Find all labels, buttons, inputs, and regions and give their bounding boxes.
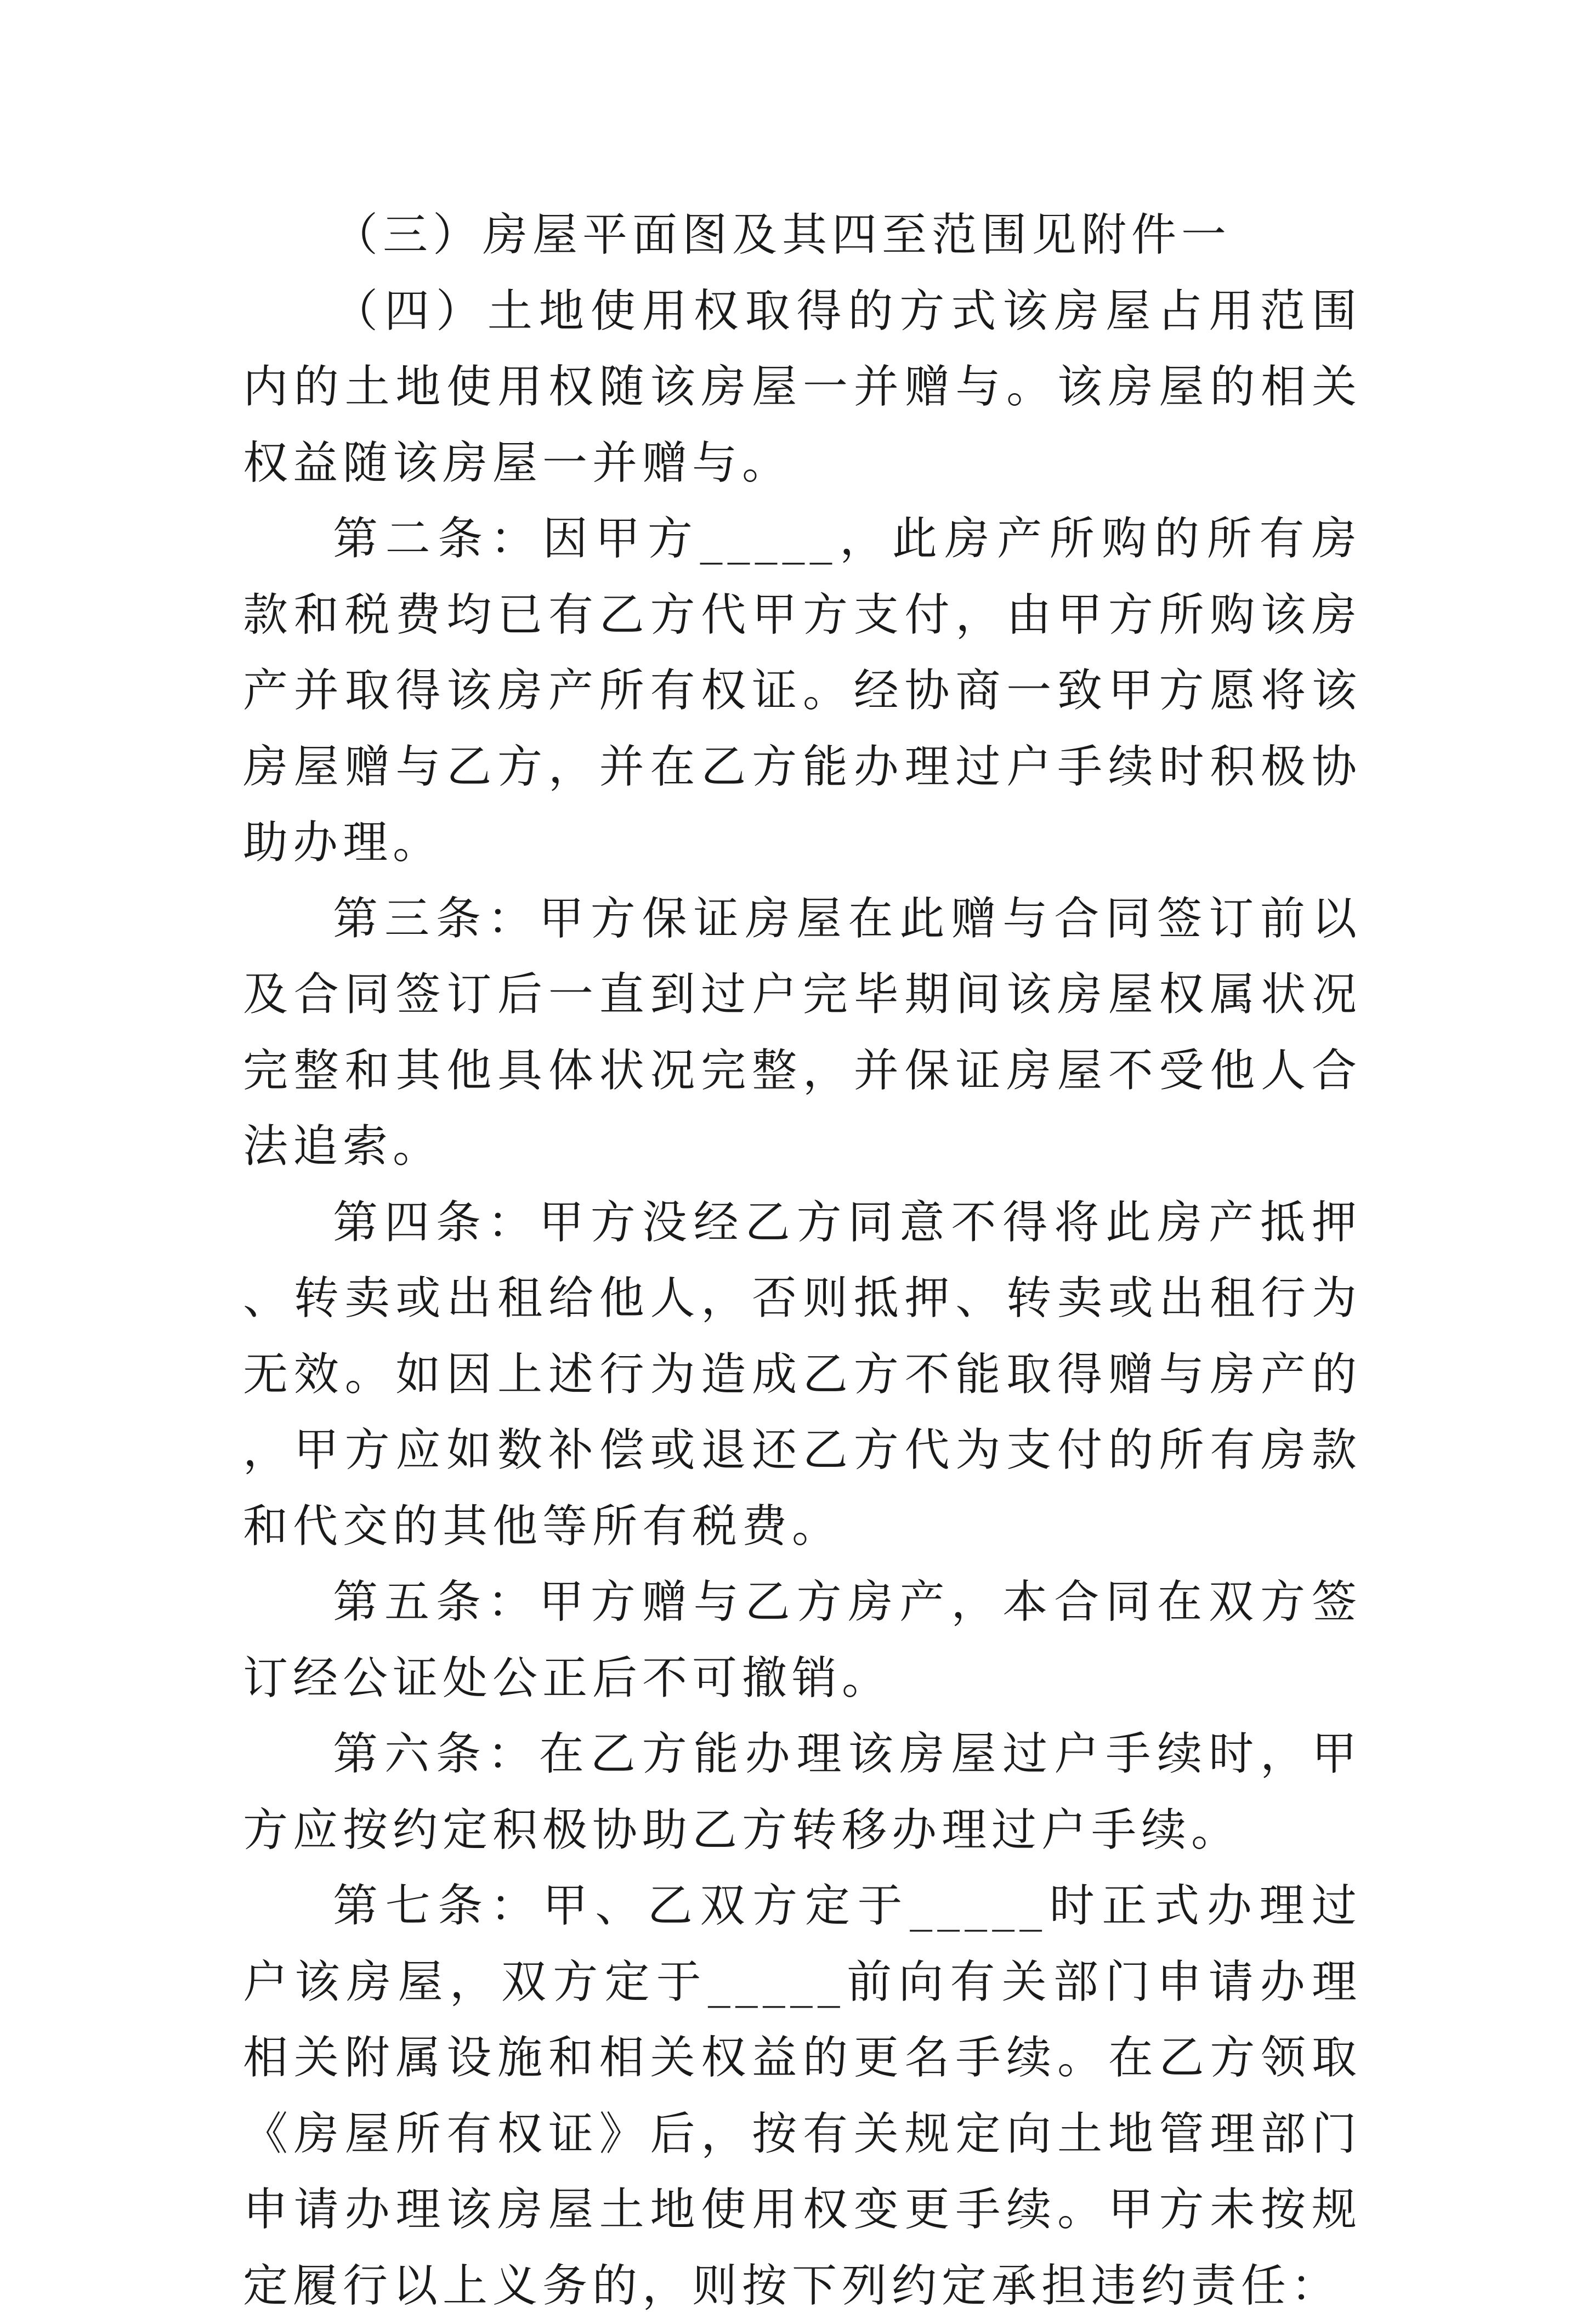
paragraph-article-2: 第二条：因甲方_____，此房产所购的所有房款和税费均已有乙方代甲方支付，由甲方所购该房产并取得该房产所有权证。经协商一致甲方愿将该房屋赠与乙方，并在乙方能办理过户手续时积极协助办理。 xyxy=(243,513,1362,869)
paragraph-article-6: 第六条：在乙方能办理该房屋过户手续时，甲方应按约定积极协助乙方转移办理过户手续。 xyxy=(243,1728,1362,1856)
paragraph-article-7: 第七条：甲、乙双方定于_____时正式办理过户该房屋，双方定于_____前向有关部门申请办理相关附属设施和相关权益的更名手续。在乙方领取《房屋所有权证》后，按有关规定向土地管理部门申请办理该房屋土地使用权变更手续。甲方未按规定履行以上义务的，则按下列约定承担违约责任： xyxy=(243,1880,1362,2312)
paragraph-land-use-right: （四）土地使用权取得的方式该房屋占用范围内的土地使用权随该房屋一并赠与。该房屋的相关权益随该房屋一并赠与。 xyxy=(243,285,1362,489)
paragraph-article-4: 第四条：甲方没经乙方同意不得将此房产抵押、转卖或出租给他人，否则抵押、转卖或出租行为无效。如因上述行为造成乙方不能取得赠与房产的，甲方应如数补偿或退还乙方代为支付的所有房款和代交的其他等所有税费。 xyxy=(243,1196,1362,1552)
paragraph-floor-plan: （三）房屋平面图及其四至范围见附件一 xyxy=(333,209,1232,261)
document-body xyxy=(243,197,1362,2324)
paragraph-article-5: 第五条：甲方赠与乙方房产，本合同在双方签订经公证处公正后不可撤销。 xyxy=(243,1576,1362,1704)
paragraph-article-3: 第三条：甲方保证房屋在此赠与合同签订前以及合同签订后一直到过户完毕期间该房屋权属状况完整和其他具体状况完整，并保证房屋不受他人合法追索。 xyxy=(243,892,1362,1172)
